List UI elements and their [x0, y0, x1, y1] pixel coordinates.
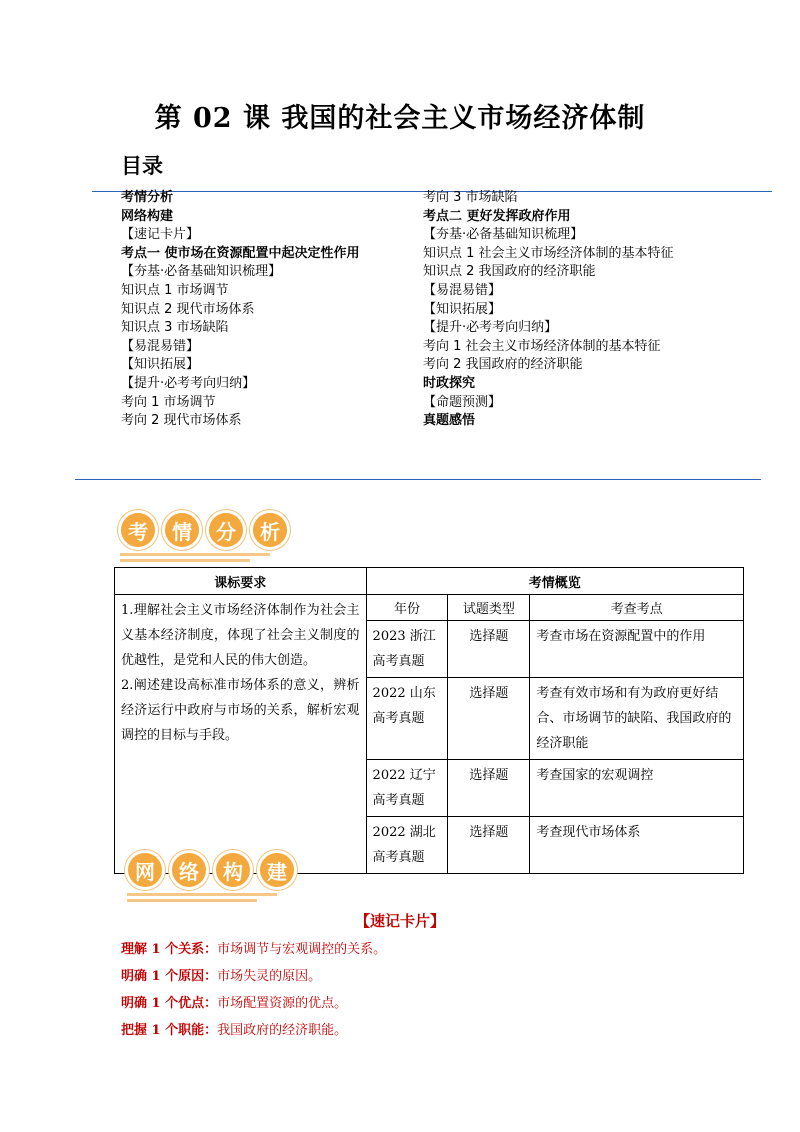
subheader-type: 试题类型 — [448, 595, 530, 621]
year-cell: 2022 湖北高考真题 — [366, 817, 448, 874]
year-cell: 2023 浙江高考真题 — [366, 621, 448, 678]
toc-item[interactable]: 【易混易错】 — [423, 282, 502, 298]
point-cell: 考查现代市场体系 — [530, 817, 744, 874]
toc-item[interactable]: 考情分析 — [121, 190, 174, 205]
toc-item[interactable]: 知识点 1 社会主义市场经济体制的基本特征 — [423, 245, 674, 261]
type-cell: 选择题 — [448, 678, 530, 760]
toc-item[interactable]: 知识点 2 我国政府的经济职能 — [423, 264, 596, 280]
badge-char: 析 — [250, 510, 290, 550]
exam-analysis-table — [114, 567, 744, 874]
toc-item[interactable]: 【夯基·必备基础知识梳理】 — [121, 264, 282, 280]
badge-underline — [120, 559, 250, 562]
toc-item[interactable]: 知识点 1 市场调节 — [121, 282, 229, 298]
toc-item[interactable]: 考向 2 我国政府的经济职能 — [423, 357, 583, 373]
card-line — [121, 938, 386, 957]
toc-item[interactable]: 考向 3 市场缺陷 — [423, 190, 518, 205]
card-label: 把握 1 个职能： — [121, 1023, 218, 1038]
badge-underline — [120, 553, 270, 556]
card-text: 市场失灵的原因。 — [217, 969, 322, 984]
type-cell: 选择题 — [448, 621, 530, 678]
toc-bottom-rule — [75, 479, 761, 480]
card-line — [121, 965, 321, 984]
card-line — [121, 992, 347, 1011]
badge-underline — [127, 893, 277, 896]
header-requirements: 课标要求 — [115, 568, 367, 595]
badge-char: 建 — [257, 850, 297, 890]
toc-item[interactable]: 考向 1 市场调节 — [121, 394, 216, 410]
toc-item[interactable]: 时政探究 — [423, 375, 476, 391]
card-title: 【速记卡片】 — [354, 912, 445, 930]
card-text: 市场配置资源的优点。 — [217, 996, 348, 1011]
toc-item[interactable]: 【知识拓展】 — [121, 357, 200, 373]
point-cell: 考查有效市场和有为政府更好结合、市场调节的缺陷、我国政府的经济职能 — [530, 678, 744, 760]
toc-item[interactable]: 真题感悟 — [423, 413, 476, 429]
toc-item[interactable]: 考点一 使市场在资源配置中起决定性作用 — [121, 245, 360, 261]
point-cell: 考查市场在资源配置中的作用 — [530, 621, 744, 678]
toc-item[interactable]: 【提升·必考考向归纳】 — [423, 320, 558, 336]
toc-item[interactable]: 考向 2 现代市场体系 — [121, 413, 242, 429]
toc-item[interactable]: 知识点 2 现代市场体系 — [121, 301, 255, 317]
toc-item[interactable]: 考向 1 社会主义市场经济体制的基本特征 — [423, 338, 661, 354]
subheader-point: 考查考点 — [530, 595, 744, 621]
toc-item[interactable]: 网络构建 — [121, 208, 174, 224]
badge-char: 情 — [162, 510, 202, 550]
card-text: 市场调节与宏观调控的关系。 — [217, 942, 387, 957]
badge-char: 分 — [206, 510, 246, 550]
badge-char: 络 — [169, 850, 209, 890]
toc-item[interactable]: 【夯基·必备基础知识梳理】 — [423, 227, 584, 243]
toc-item[interactable]: 知识点 3 市场缺陷 — [121, 320, 229, 336]
toc-heading: 目录 — [121, 154, 163, 178]
card-line — [121, 1019, 347, 1038]
card-label: 明确 1 个优点： — [121, 996, 218, 1011]
point-cell: 考查国家的宏观调控 — [530, 760, 744, 817]
card-label: 理解 1 个关系： — [121, 942, 218, 957]
header-overview: 考情概览 — [366, 568, 743, 595]
toc-left-column — [121, 189, 386, 431]
card-label: 明确 1 个原因： — [121, 969, 218, 984]
requirements-cell — [115, 595, 367, 874]
requirements-text: 1.理解社会主义市场经济体制作为社会主义基本经济制度，体现了社会主义制度的优越性，是党和人民的伟大创造。 2.阐述建设高标准市场体系的意义，辨析经济运行中政府与市场的关系，解析宏观调控的目标与手段。 — [121, 603, 360, 743]
toc-item[interactable]: 【命题预测】 — [423, 394, 502, 410]
toc-right-column — [423, 189, 691, 431]
card-text: 我国政府的经济职能。 — [217, 1023, 348, 1038]
badge-underline — [127, 899, 257, 902]
page-title: 第 02 课 我国的社会主义市场经济体制 — [154, 103, 646, 134]
type-cell: 选择题 — [448, 760, 530, 817]
toc-item[interactable]: 【提升·必考考向归纳】 — [121, 375, 256, 391]
badge-char: 考 — [118, 510, 158, 550]
section-badge-network — [125, 850, 297, 890]
badge-char: 网 — [125, 850, 165, 890]
badge-char: 构 — [213, 850, 253, 890]
subheader-year: 年份 — [366, 595, 448, 621]
toc-item[interactable]: 【易混易错】 — [121, 338, 200, 354]
toc-item[interactable]: 【速记卡片】 — [121, 227, 200, 243]
toc-item[interactable]: 考点二 更好发挥政府作用 — [423, 208, 571, 224]
toc-item[interactable]: 【知识拓展】 — [423, 301, 502, 317]
year-cell: 2022 山东高考真题 — [366, 678, 448, 760]
year-cell: 2022 辽宁高考真题 — [366, 760, 448, 817]
type-cell: 选择题 — [448, 817, 530, 874]
section-badge-analysis — [118, 510, 290, 550]
